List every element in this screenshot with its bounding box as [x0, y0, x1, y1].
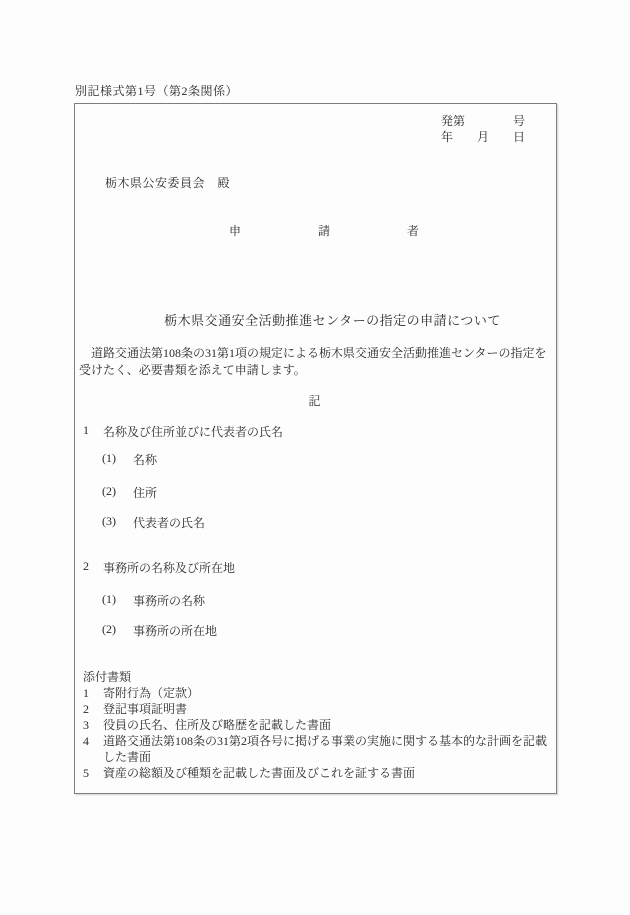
- applicant-char: 申: [229, 224, 242, 238]
- day-label: 日: [512, 130, 525, 144]
- list-item-2: [83, 559, 235, 576]
- form-number-label: 別記様式第1号（第2条関係）: [75, 84, 239, 98]
- body-paragraph: 道路交通法第108条の31第1項の規定による栃木県交通安全活動推進センターの指定を受けたく、必要書類を添えて申請します。: [79, 346, 547, 377]
- attachment-number: 2: [83, 702, 89, 716]
- addressee-label: 栃木県公安委員会 殿: [105, 176, 231, 190]
- item-number: (1): [102, 451, 116, 465]
- attachment-number: 3: [83, 718, 89, 732]
- applicant-char: 者: [406, 224, 419, 238]
- attachment-item: [83, 717, 552, 733]
- attachment-item: [83, 765, 552, 781]
- list-item-1-2: [102, 484, 157, 501]
- item-label: 住所: [133, 486, 158, 500]
- item-number: (1): [102, 592, 116, 606]
- list-item-2-2: [102, 622, 217, 639]
- list-item-2-1: [102, 592, 205, 609]
- item-label: 事務所の所在地: [133, 624, 218, 638]
- issue-number-suffix-label: 号: [512, 114, 525, 128]
- attachment-number: 5: [83, 766, 89, 780]
- attachment-item: [83, 733, 552, 765]
- attachment-number: 4: [83, 734, 89, 748]
- attachments-heading: 添付書類: [83, 670, 132, 684]
- list-item-1-3: [102, 514, 205, 531]
- attachments-list: [83, 685, 552, 781]
- item-label: 事務所の名称及び所在地: [103, 561, 236, 575]
- attachment-label: 道路交通法第108条の31第2項各号に掲げる事業の実施に関する基本的な計画を記載した書面: [103, 734, 548, 764]
- attachment-label: 登記事項証明書: [103, 702, 188, 716]
- ki-label: 記: [308, 394, 322, 408]
- item-number: (2): [102, 484, 116, 498]
- year-label: 年: [441, 130, 454, 144]
- item-number: 1: [83, 423, 89, 437]
- item-label: 名称及び住所並びに代表者の氏名: [103, 425, 284, 439]
- applicant-label: [229, 222, 419, 239]
- list-item-1: [83, 423, 283, 440]
- document-title: 栃木県交通安全活動推進センターの指定の申請について: [164, 313, 501, 328]
- date-line: [441, 129, 525, 145]
- attachment-number: 1: [83, 686, 89, 700]
- item-label: 事務所の名称: [133, 594, 206, 608]
- attachment-item: [83, 701, 552, 717]
- item-number: (3): [102, 514, 116, 528]
- attachment-label: 寄附行為（定款）: [103, 686, 200, 700]
- list-item-1-1: [102, 451, 157, 468]
- item-label: 代表者の氏名: [133, 516, 206, 530]
- attachment-label: 役員の氏名、住所及び略歴を記載した書面: [103, 718, 332, 732]
- item-number: 2: [83, 559, 89, 573]
- attachment-label: 資産の総額及び種類を記載した書面及びこれを証する書面: [103, 766, 416, 780]
- attachment-item: [83, 685, 552, 701]
- item-number: (2): [102, 622, 116, 636]
- issue-number-block: [441, 113, 525, 145]
- issue-number-line: [441, 113, 525, 129]
- issue-prefix-label: 発第: [441, 114, 466, 128]
- item-label: 名称: [133, 453, 158, 467]
- month-label: 月: [476, 130, 489, 144]
- applicant-char: 請: [317, 224, 330, 238]
